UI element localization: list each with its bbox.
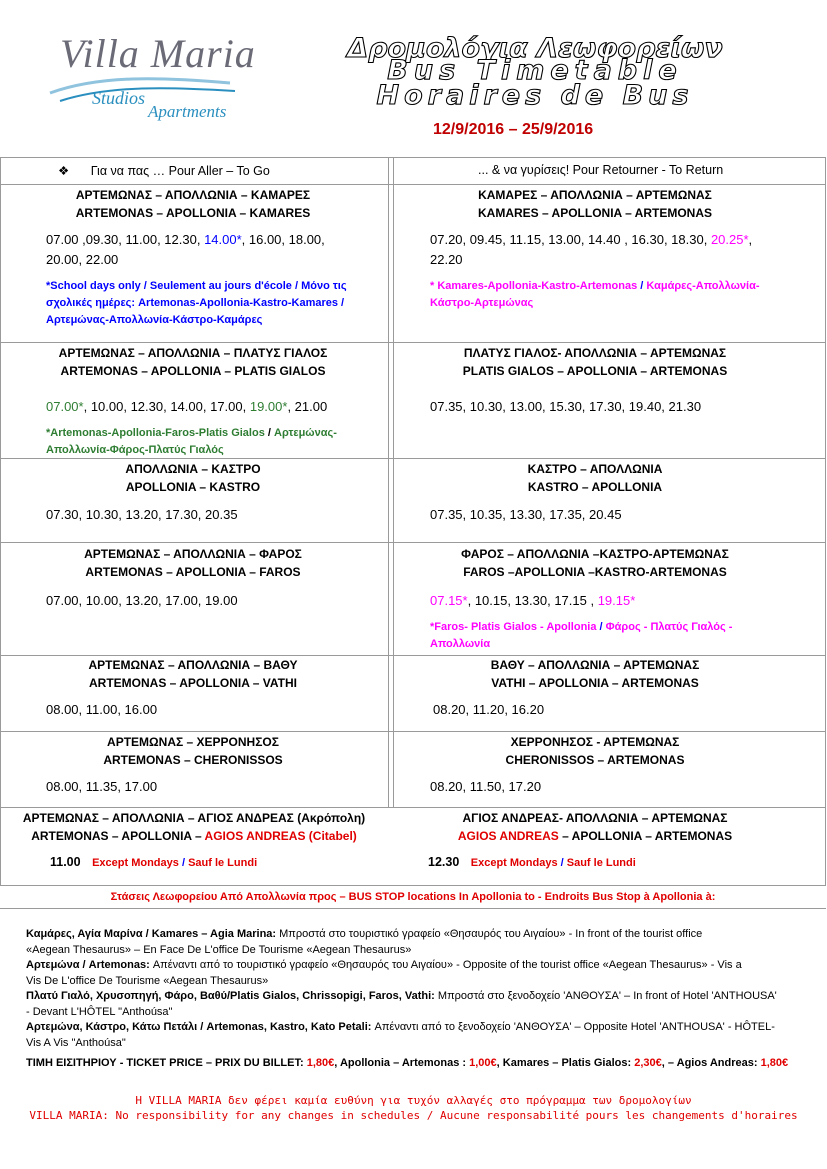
stop-text: Vis De L'office De Tourisme «Aegean Thesaurus» — [26, 975, 269, 987]
column-header-return-label: ... & να γυρίσεις! Pour Retourner - To Return — [478, 163, 724, 177]
time-value: 12.30 — [428, 855, 460, 869]
route-title — [8, 461, 378, 496]
route-note — [46, 278, 356, 329]
bus-stop-entry — [26, 957, 796, 989]
departure-times: 07.35, 10.35, 13.30, 17.35, 20.45 — [430, 507, 622, 522]
departure-times — [430, 230, 752, 270]
route-title — [8, 546, 378, 581]
grid-line — [388, 157, 389, 807]
diamond-bullet-icon: ❖ — [58, 164, 70, 178]
stop-text: «Aegean Thesaurus» – En Face De L'office De Tourisme «Aegean Thesaurus» — [26, 944, 412, 956]
times-highlight: 19.15* — [597, 593, 636, 608]
except-note: / — [178, 857, 189, 869]
route-note — [430, 278, 770, 312]
times-text: , 21.00 — [287, 399, 328, 414]
stop-text: Απέναντι από το ξενοδοχείο 'ΑΝΘΟΥΣΑ' – Opposite Hotel 'ANTHOUSA' - HÔTEL- — [371, 1021, 775, 1033]
price-label: , Apollonia – Artemonas : — [334, 1057, 470, 1069]
price-value: 2,30€ — [634, 1057, 662, 1069]
route-latin: FAROS –APOLLONIA –KASTRO-ARTEMONAS — [463, 564, 727, 579]
times-text: 20.00, 22.00 — [46, 252, 119, 267]
route-latin: ARTEMONAS – APOLLONIA – PLATIS GIALOS — [60, 363, 326, 378]
title-french: Horaires de Bus — [376, 80, 694, 111]
note-text: Απολλωνία — [430, 638, 491, 650]
note-text: *School days only / — [46, 280, 150, 292]
times-text: , 16.00, 18.00, — [241, 232, 325, 247]
bus-stops-title: Στάσεις Λεωφορείου Από Απολλωνία προς – BUS STOP locations In Apollonia to - Endroits Bus Stop à Apollonia à: — [110, 891, 716, 903]
route-greek: ΧΕΡΡΟΝΗΣΟΣ - ΑΡΤΕΜΩΝΑΣ — [510, 735, 680, 749]
except-note: Except Mondays — [470, 857, 558, 869]
note-text: *Faros- Platis Gialos - Apollonia — [430, 621, 597, 633]
note-text: Καμάρες-Απολλωνία- — [646, 280, 760, 292]
departure-times — [46, 397, 327, 417]
note-text: / — [264, 427, 274, 439]
note-text: / — [637, 280, 647, 292]
route-title — [410, 546, 780, 581]
grid-line — [0, 542, 826, 543]
route-latin: APOLLONIA – KASTRO — [125, 479, 261, 494]
note-text: / — [596, 621, 606, 633]
times-text: , 10.00, 12.30, 14.00, 17.00, — [83, 399, 250, 414]
route-title — [410, 187, 780, 222]
note-text: Κάστρο-Αρτεμώνας — [430, 297, 534, 309]
times-highlight: 14.00* — [204, 232, 242, 247]
route-title — [410, 461, 780, 496]
except-note: Except Mondays — [92, 857, 179, 869]
route-latin: ARTEMONAS – CHERONISSOS — [103, 752, 283, 767]
route-latin: ARTEMONAS – APOLLONIA – FAROS — [85, 564, 301, 579]
departure-time — [50, 855, 257, 869]
note-text: Απολλωνία-Φάρος-Πλατύς Γιαλός — [46, 444, 224, 456]
route-title — [8, 345, 378, 380]
route-highlight: AGIOS ANDREAS — [457, 828, 559, 843]
route-latin: – APOLLONIA – ARTEMONAS — [558, 828, 733, 843]
departure-times: 07.30, 10.30, 13.20, 17.30, 20.35 — [46, 507, 238, 522]
column-header-return — [478, 163, 723, 177]
price-value: 1,00€ — [469, 1057, 497, 1069]
route-greek: ΑΡΤΕΜΩΝΑΣ – ΧΕΡΡΟΝΗΣΟΣ — [107, 735, 279, 749]
stop-label: Αρτεμώνα / Artemonas: — [26, 959, 150, 971]
note-text: Μόνο τις — [301, 280, 347, 292]
times-highlight: 07.15* — [430, 593, 468, 608]
route-latin: KAMARES – APOLLONIA – ARTEMONAS — [477, 205, 712, 220]
logo-villa-maria: Villa Maria — [60, 31, 256, 76]
departure-times — [430, 591, 635, 611]
grid-line — [0, 157, 1, 885]
route-greek: ΠΛΑΤΥΣ ΓΙΑΛΟΣ- ΑΠΟΛΛΩΝΙΑ – ΑΡΤΕΜΩΝΑΣ — [463, 346, 727, 360]
route-greek: ΒΑΘΥ – ΑΠΟΛΛΩΝΙΑ – ΑΡΤΕΜΩΝΑΣ — [490, 658, 700, 672]
route-note — [430, 619, 770, 653]
column-header-go — [58, 163, 270, 178]
price-label: , Kamares – Platis Gialos: — [496, 1057, 635, 1069]
route-title — [410, 657, 780, 692]
route-greek: ΑΓΙΟΣ ΑΝΔΡΕΑΣ- ΑΠΟΛΛΩΝΙΑ – ΑΡΤΕΜΩΝΑΣ — [462, 811, 728, 825]
stop-label: Πλατύ Γιαλό, Χρυσοπηγή, Φάρο, Βαθύ/Platis Gialos, Chrissopigi, Faros, Vathi: — [26, 990, 435, 1002]
price-value: 1,80€ — [760, 1057, 789, 1069]
route-latin: ARTEMONAS – APOLLONIA – KAMARES — [75, 205, 311, 220]
departure-times: 08.20, 11.20, 16.20 — [433, 702, 545, 717]
route-greek: ΚΑΜΑΡΕΣ – ΑΠΟΛΛΩΝΙΑ – ΑΡΤΕΜΩΝΑΣ — [478, 188, 712, 202]
times-text: , — [748, 232, 753, 247]
departure-times: 08.00, 11.00, 16.00 — [46, 702, 158, 717]
note-text: * Kamares-Apollonia-Kastro-Artemonas — [430, 280, 638, 292]
route-greek: ΑΡΤΕΜΩΝΑΣ – ΑΠΟΛΛΩΝΙΑ – ΚΑΜΑΡΕΣ — [75, 188, 311, 202]
route-greek: ΑΡΤΕΜΩΝΑΣ – ΑΠΟΛΛΩΝΙΑ – ΑΓΙΟΣ ΑΝΔΡΕΑΣ (Ακρόπολη) — [22, 811, 366, 825]
times-text: , 10.15, 13.30, 17.15 , — [467, 593, 598, 608]
times-highlight: 07.00* — [46, 399, 84, 414]
ticket-prices — [26, 1055, 796, 1071]
price-value: 1,80€ — [306, 1057, 335, 1069]
times-text: 07.20, 09.45, 11.15, 13.00, 14.40 , 16.30, 18.30, — [430, 232, 711, 247]
route-latin: PLATIS GIALOS – APOLLONIA – ARTEMONAS — [462, 363, 728, 378]
route-title — [410, 345, 780, 380]
route-latin: ARTEMONAS – APOLLONIA – — [31, 828, 205, 843]
route-latin: VATHI – APOLLONIA – ARTEMONAS — [491, 675, 699, 690]
departure-times: 08.00, 11.35, 17.00 — [46, 779, 158, 794]
route-greek: ΦΑΡΟΣ – ΑΠΟΛΛΩΝΙΑ –ΚΑΣΤΡΟ-ΑΡΤΕΜΩΝΑΣ — [461, 547, 729, 561]
note-text: σχολικές ημέρες: — [46, 297, 139, 309]
stop-text: Vis A Vis "Anthoúsa" — [26, 1037, 126, 1049]
except-note: / — [557, 857, 567, 869]
except-note: Sauf le Lundi — [566, 857, 636, 869]
bus-stop-entry — [26, 988, 796, 1020]
grid-line — [825, 157, 826, 885]
departure-times: 08.20, 11.50, 17.20 — [430, 779, 542, 794]
grid-line — [0, 157, 826, 158]
times-text: 22.20 — [430, 252, 463, 267]
note-text: Φάρος - Πλατύς Γιαλός - — [605, 621, 733, 633]
route-title — [0, 810, 388, 845]
route-title — [8, 187, 378, 222]
title-greek: Δρομολόγια Λεωφορείων — [347, 33, 723, 64]
route-latin: KASTRO – APOLLONIA — [527, 479, 663, 494]
disclaimer-greek: Η VILLA MARIA δεν φέρει καμία ευθύνη για τυχόν αλλαγές στο πρόγραμμα των δρομολογίων — [135, 1094, 692, 1107]
stop-label: Αρτεμώνα, Κάστρο, Κάτω Πετάλι / Artemonas, Kastro, Kato Petali: — [26, 1021, 372, 1033]
route-greek: ΑΡΤΕΜΩΝΑΣ – ΑΠΟΛΛΩΝΙΑ – ΒΑΘΥ — [88, 658, 298, 672]
note-text: Artemonas-Apollonia-Kastro-Kamares / — [138, 297, 345, 309]
title-english: Bus Timetable — [387, 55, 683, 86]
route-title — [8, 657, 378, 692]
grid-line — [0, 731, 826, 732]
departure-times: 07.00, 10.00, 13.20, 17.00, 19.00 — [46, 593, 238, 608]
stop-label: Καμάρες, Αγία Μαρίνα / Kamares – Agia Marina: — [26, 928, 277, 940]
stop-text: Μπροστά στο τουριστικό γραφείο «Θησαυρός του Αιγαίου» - In front of the tourist office — [276, 928, 703, 940]
date-range: 12/9/2016 – 25/9/2016 — [433, 121, 594, 138]
logo-studios: Studios — [92, 88, 146, 108]
logo-apartments: Apartments — [148, 102, 227, 121]
price-label: ΤΙΜΗ ΕΙΣΙΤΗΡΙΟΥ - TICKET PRICE – PRIX DU BILLET: — [26, 1057, 307, 1069]
grid-line — [393, 157, 394, 807]
route-latin: ARTEMONAS – APOLLONIA – VATHI — [88, 675, 297, 690]
departure-times: 07.35, 10.30, 13.00, 15.30, 17.30, 19.40, 21.30 — [430, 399, 702, 414]
bus-stop-entry — [26, 926, 796, 958]
route-title — [8, 734, 378, 769]
column-header-go-label: Για να πας … Pour Aller – To Go — [90, 164, 270, 178]
grid-line — [0, 807, 826, 808]
times-text: 07.00 ,09.30, 11.00, 12.30, — [46, 232, 205, 247]
departure-times — [46, 230, 325, 270]
route-greek: ΑΡΤΕΜΩΝΑΣ – ΑΠΟΛΛΩΝΙΑ – ΠΛΑΤΥΣ ΓΙΑΛΟΣ — [58, 346, 328, 360]
route-greek: ΑΡΤΕΜΩΝΑΣ – ΑΠΟΛΛΩΝΙΑ – ΦΑΡΟΣ — [84, 547, 302, 561]
route-title — [410, 810, 780, 845]
grid-line — [0, 655, 826, 656]
disclaimer-english: VILLA MARIA: No responsibility for any changes in schedules / Aucune responsabilité pours les changements d'horaires — [29, 1109, 798, 1122]
grid-line — [0, 908, 826, 909]
route-greek: ΚΑΣΤΡΟ – ΑΠΟΛΛΩΝΙΑ — [527, 462, 663, 476]
except-note: Sauf le Lundi — [188, 857, 258, 869]
note-text: Seulement au jours d'école / — [149, 280, 302, 292]
times-highlight: 20.25* — [710, 232, 749, 247]
grid-line — [0, 342, 826, 343]
times-highlight: 19.00* — [249, 399, 288, 414]
route-highlight: AGIOS ANDREAS (Citabel) — [204, 828, 357, 843]
note-text: Αρτεμώνας-Απολλωνία-Κάστρο-Καμάρες — [46, 314, 263, 326]
price-label: , – Agios Andreas: — [661, 1057, 761, 1069]
stop-text: - Devant L'HÔTEL "Anthoúsa" — [26, 1006, 173, 1018]
departure-time — [428, 855, 636, 869]
note-text: *Artemonas-Apollonia-Faros-Platis Gialos — [46, 427, 265, 439]
stop-text: Απέναντι από το τουριστικό γραφείο «Θησαυρός του Αιγαίου» - Opposite of the tourist office «Aegean Thesaurus» - Vis a — [149, 959, 742, 971]
route-title — [410, 734, 780, 769]
time-value: 11.00 — [50, 855, 81, 869]
stop-text: Μπροστά στο ξενοδοχείο 'ΑΝΘΟΥΣΑ' – In front of Hotel 'ANTHOUSA' — [434, 990, 777, 1002]
route-latin: CHERONISSOS – ARTEMONAS — [505, 752, 685, 767]
grid-line — [0, 885, 826, 886]
route-note — [46, 425, 366, 459]
bus-stop-entry — [26, 1019, 796, 1051]
route-greek: ΑΠΟΛΛΩΝΙΑ – ΚΑΣΤΡΟ — [125, 462, 261, 476]
note-text: Αρτεμώνας- — [274, 427, 337, 439]
grid-line — [0, 184, 826, 185]
